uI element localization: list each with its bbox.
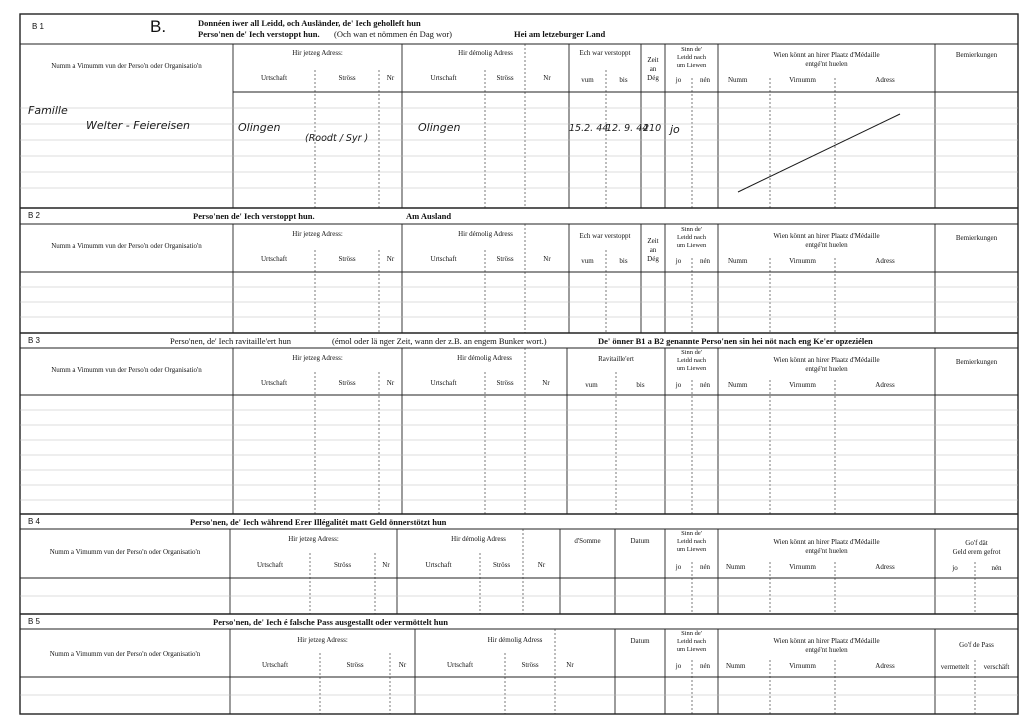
b3-header-current-town: Urtschaft <box>260 379 288 387</box>
section-b5-id: B 5 <box>28 617 41 626</box>
b3-header-medal: Wien könnt an hirer Plaatz d'Médaille <box>773 356 880 364</box>
b2-header-time-3: Dég <box>647 255 659 263</box>
b5-header-medal-2: entgé'nt huelen <box>805 646 848 654</box>
entry-from-date: 15.2. 44 <box>569 123 609 134</box>
b1-header-risk-3: um Liewen <box>676 62 707 69</box>
b3-header-supplied: Ravitaille'ert <box>598 355 634 363</box>
b1-header-current-address: Hir jetzeg Adress: <box>292 49 343 57</box>
b2-header-former-town: Urtschaft <box>430 255 457 263</box>
b4-header-former-street: Ströss <box>492 561 511 569</box>
section-b2-place: Am Ausland <box>406 211 452 221</box>
b3-header-former-street: Ströss <box>496 379 514 387</box>
entry-name-line2: Welter - Feiereisen <box>86 119 191 132</box>
b4-header-former-number: Nr <box>537 561 546 569</box>
b2-header-former-street: Ströss <box>496 255 514 263</box>
b1-header-time-1: Zeit <box>647 56 659 64</box>
b4-header-refund-1: Go'f dät <box>965 539 988 547</box>
b2-header-medal-2: entgé'nt huelen <box>805 241 848 249</box>
b3-header-risk-1: Sinn de' <box>681 349 702 356</box>
b1-header-medal-2: entgé'nt huelen <box>805 60 848 68</box>
b3-header-no: nén <box>699 381 711 389</box>
b5-header-current-street: Ströss <box>346 661 364 669</box>
b3-header-risk-3: um Liewen <box>676 365 707 372</box>
b3-header-remarks: Bemierkungen <box>955 358 998 366</box>
b5-header-risk-1: Sinn de' <box>681 630 702 637</box>
section-b3-id: B 3 <box>28 336 41 345</box>
b1-header-former-town: Urtschaft <box>430 74 457 82</box>
b3-header-to: bis <box>636 381 645 389</box>
b2-header-current-address: Hir jetzeg Adress: <box>292 230 343 238</box>
b2-header-risk-3: um Liewen <box>676 242 707 249</box>
entry-life-risk: jo <box>670 123 680 136</box>
b1-header-name: Numm a Vimumm vun der Perso'n oder Organisatio'n <box>51 62 202 70</box>
form-letter: B. <box>150 17 167 36</box>
b1-header-no: nén <box>699 76 711 84</box>
b4-header-medal-address: Adress <box>875 563 895 571</box>
b1-header-current-town: Urtschaft <box>260 74 288 82</box>
b2-header-medal-name: Numm <box>728 257 748 265</box>
b1-header-medal: Wien könnt an hirer Plaatz d'Médaille <box>773 51 880 59</box>
b3-header-name: Numm a Vimumm vun der Perso'n oder Organisatio'n <box>51 366 202 374</box>
b4-header-medal-firstname: Virnumm <box>789 563 816 571</box>
b5-header-former-address: Hir démolig Adress <box>487 636 543 644</box>
b1-header-medal-name: Numm <box>728 76 748 84</box>
b3-header-medal-address: Adress <box>875 381 895 389</box>
b1-header-current-street: Ströss <box>338 74 356 82</box>
section-b2-title: Perso'nen de' Iech verstoppt hun. <box>193 211 315 221</box>
b3-header-from: vum <box>585 381 598 389</box>
b3-header-former-number: Nr <box>542 379 550 387</box>
b3-header-risk-2: Leidd nach <box>676 357 707 364</box>
b2-header-medal-firstname: Virnumm <box>789 257 816 265</box>
entry-current-town: Olingen <box>238 121 281 134</box>
b5-header-former-town: Urtschaft <box>446 661 474 669</box>
b2-header-risk-2: Leidd nach <box>676 234 707 241</box>
b5-header-current-town: Urtschaft <box>261 661 289 669</box>
b4-header-date: Datum <box>630 537 650 545</box>
b2-header-name: Numm a Vimumm vun der Perso'n oder Organisatio'n <box>51 242 202 250</box>
b1-header-remarks: Bemierkungen <box>955 51 998 59</box>
b4-header-risk-2: Leidd nach <box>676 538 707 545</box>
b2-header-no: nén <box>699 257 711 265</box>
b4-header-no: nén <box>699 563 711 571</box>
b2-header-current-number: Nr <box>386 255 395 263</box>
b1-header-time-2: an <box>649 65 657 73</box>
b4-header-name: Numm a Vimumm vun der Perso'n oder Organisatio'n <box>49 548 201 556</box>
b3-header-former-town: Urtschaft <box>430 379 457 387</box>
entry-to-date: 12. 9. 44 <box>606 123 649 134</box>
section-b1-id: B 1 <box>32 22 45 31</box>
b4-header-risk-1: Sinn de' <box>681 530 702 537</box>
b5-header-former-street: Ströss <box>521 661 539 669</box>
b1-header-current-number: Nr <box>386 74 395 82</box>
b5-header-current-number: Nr <box>398 661 407 669</box>
b1-header-time-3: Dég <box>647 74 659 82</box>
b4-header-refund-yes: jo <box>952 564 958 572</box>
entry-current-note: (Roodt / Syr ) <box>305 133 369 144</box>
b1-header-yes: jo <box>675 76 682 84</box>
b2-header-hidden: Ech war verstoppt <box>579 232 631 240</box>
b4-header-refund-2: Geld erem gefrot <box>952 548 1001 556</box>
b4-header-current-town: Urtschaft <box>256 561 284 569</box>
b4-header-medal: Wien könnt an hirer Plaatz d'Médaille <box>773 538 880 546</box>
b5-header-former-number: Nr <box>566 661 574 669</box>
b2-header-risk-1: Sinn de' <box>681 226 702 233</box>
section-b1-place: Hei am letzeburger Land <box>514 29 606 39</box>
b2-header-former-number: Nr <box>543 255 551 263</box>
b2-header-time-1: Zeit <box>647 237 659 245</box>
b4-header-risk-3: um Liewen <box>676 546 707 553</box>
b5-header-arranged: vermettelt <box>940 663 970 671</box>
b2-header-remarks: Bemierkungen <box>955 234 998 242</box>
b4-header-sum: d'Somme <box>574 537 601 545</box>
b3-header-former-address: Hir démolig Adress <box>457 354 512 362</box>
entry-former-town: Olingen <box>418 121 461 134</box>
b2-header-to: bis <box>619 257 628 265</box>
b2-header-medal-address: Adress <box>875 257 895 265</box>
b5-header-issued: verschäft <box>983 663 1010 671</box>
entry-days: 210 <box>643 123 662 134</box>
b1-header-from: vum <box>581 76 594 84</box>
section-b3-title: Perso'nen, de' Iech ravitaille'ert hun <box>170 336 291 346</box>
b4-header-former-address: Hir démolig Adress <box>451 535 506 543</box>
b4-header-former-town: Urtschaft <box>425 561 452 569</box>
b1-header-former-number: Nr <box>543 74 551 82</box>
b4-header-current-number: Nr <box>382 561 390 569</box>
b3-header-medal-2: entgé'nt huelen <box>805 365 848 373</box>
b2-header-medal: Wien könnt an hirer Plaatz d'Médaille <box>773 232 880 240</box>
b5-header-medal-firstname: Virnumm <box>789 662 816 670</box>
b3-header-current-number: Nr <box>386 379 395 387</box>
section-b4-id: B 4 <box>28 517 41 526</box>
section-b4-title: Perso'nen, de' Iech während Erer Illégalitét matt Geld önnerstötzt hun <box>190 517 447 527</box>
b4-header-refund-no: nén <box>991 564 1002 572</box>
b1-header-risk-2: Leidd nach <box>676 54 707 61</box>
b1-header-risk-1: Sinn de' <box>681 46 702 53</box>
b5-header-date: Datum <box>630 637 650 645</box>
b1-header-former-street: Ströss <box>496 74 514 82</box>
section-b1-note: (Och wan et nömmen én Dag wor) <box>334 29 453 39</box>
section-b1-title: Donnéen iwer all Leidd, och Ausländer, de' Iech geholleft hun <box>198 18 421 28</box>
b1-header-former-address: Hir démolig Adress <box>458 49 513 57</box>
b2-header-current-street: Ströss <box>338 255 356 263</box>
b2-header-yes: jo <box>675 257 682 265</box>
b5-header-no: nén <box>699 662 711 670</box>
b5-header-risk-3: um Liewen <box>676 646 707 653</box>
b1-header-medal-address: Adress <box>875 76 895 84</box>
b4-header-current-street: Ströss <box>333 561 352 569</box>
b4-header-yes: jo <box>675 563 682 571</box>
b5-header-passport: Go'f de Pass <box>959 641 994 649</box>
b3-header-medal-firstname: Virnumm <box>789 381 816 389</box>
section-b3-note: (émol oder lä nger Zeit, wann der z.B. an engem Bunker wort.) <box>332 336 547 346</box>
b2-header-former-address: Hir démolig Adress <box>458 230 513 238</box>
b1-header-hidden: Ech war verstoppt <box>579 49 631 57</box>
b5-header-current-address: Hir jetzeg Adress: <box>297 636 348 644</box>
b5-header-medal-address: Adress <box>875 662 895 670</box>
b4-header-current-address: Hir jetzeg Adress: <box>288 535 339 543</box>
b2-header-time-2: an <box>649 246 657 254</box>
b5-header-medal: Wien könnt an hirer Plaatz d'Médaille <box>773 637 880 645</box>
section-b1-subtitle: Perso'nen de' Iech verstoppt hun. <box>198 29 320 39</box>
b3-header-current-street: Ströss <box>338 379 356 387</box>
b5-header-risk-2: Leidd nach <box>676 638 707 645</box>
b3-header-yes: jo <box>675 381 682 389</box>
b5-header-yes: jo <box>675 662 682 670</box>
b4-header-medal-2: entgé'nt huelen <box>805 547 848 555</box>
b5-header-medal-name: Numm <box>726 662 746 670</box>
b5-header-name: Numm a Vimumm vun der Perso'n oder Organisatio'n <box>49 650 201 658</box>
entry-name-line1: Famille <box>28 104 68 117</box>
b2-header-current-town: Urtschaft <box>260 255 288 263</box>
section-b5-title: Perso'nen, de' Iech é falsche Pass ausgestallt oder vermöttelt hun <box>213 617 448 627</box>
b3-header-medal-name: Numm <box>728 381 748 389</box>
b4-header-medal-name: Numm <box>726 563 746 571</box>
b1-header-medal-firstname: Virnumm <box>789 76 816 84</box>
b2-header-from: vum <box>581 257 594 265</box>
section-b3-extra: De' önner B1 a B2 genannte Perso'nen sin hei nöt nach eng Ke'er opzeziélen <box>598 336 873 346</box>
section-b2-id: B 2 <box>28 211 41 220</box>
b1-header-to: bis <box>619 76 628 84</box>
b3-header-current-address: Hir jetzeg Adress: <box>292 354 343 362</box>
